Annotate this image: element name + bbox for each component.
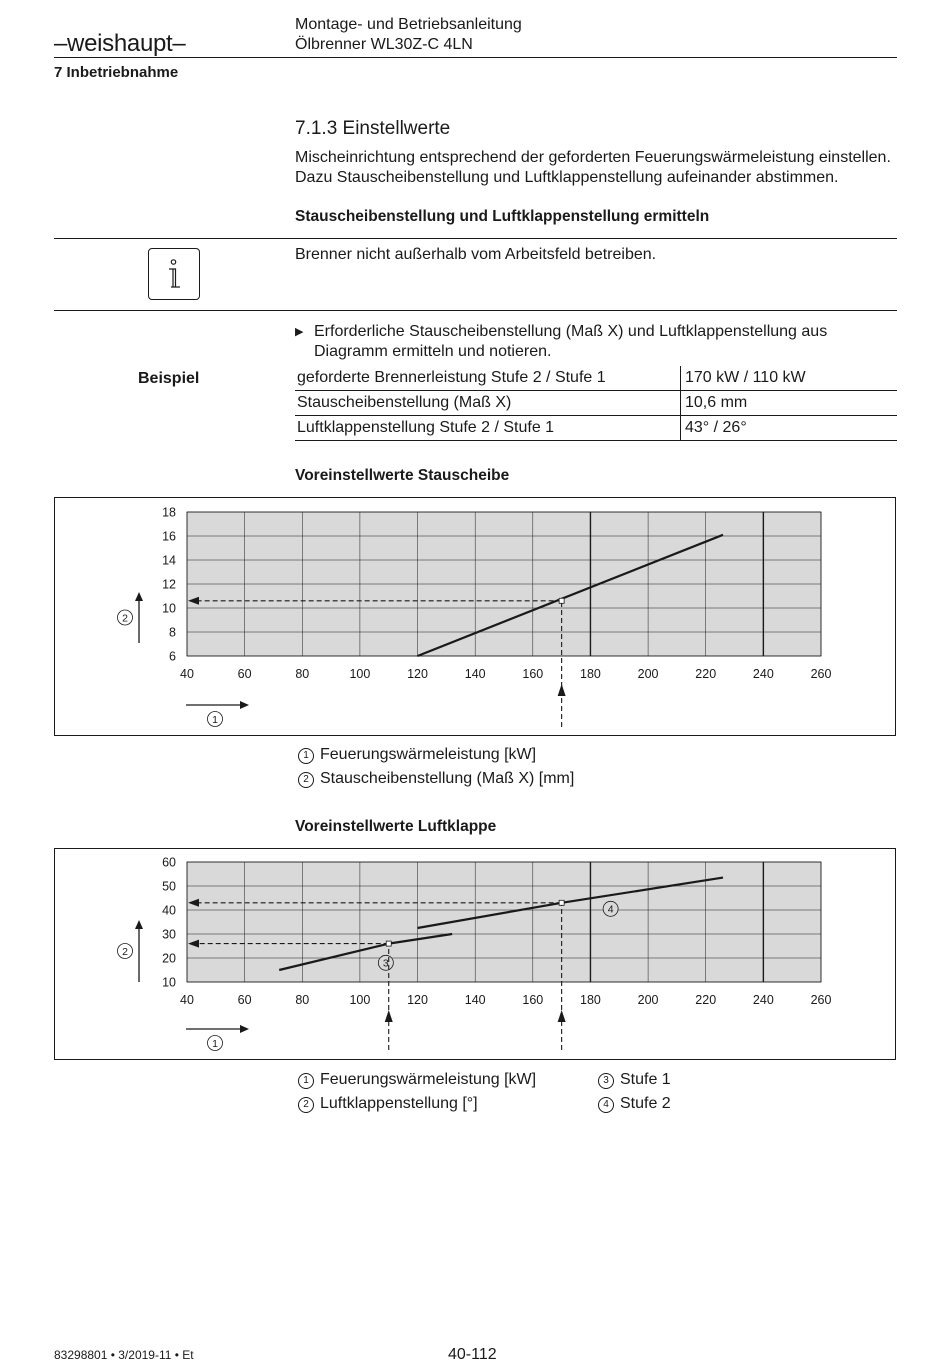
y-tick-label: 40 [162,903,176,918]
legend-item [598,1071,671,1089]
plot-area [187,862,821,982]
chart2-title: Voreinstellwerte Luftklappe [295,818,497,835]
x-tick-label: 220 [695,993,717,1007]
x-tick-label: 120 [407,667,428,681]
info-icon [148,248,200,300]
x-tick-label: 240 [752,993,774,1007]
legend-number: 1 [298,1073,314,1089]
subheading: Stauscheibenstellung und Luftklappenstellung ermitteln [295,208,710,225]
x-tick-label: 80 [295,993,310,1007]
legend-number: 4 [598,1097,614,1113]
x-tick-label: 200 [637,667,659,681]
example-row-value: 10,6 mm [681,391,898,416]
legend-item [298,746,574,770]
example-row-value: 43° / 26° [681,416,898,441]
legend-number: 3 [598,1073,614,1089]
x-tick-label: 180 [580,667,601,681]
example-label: Beispiel [138,370,200,387]
legend-item [598,1095,671,1113]
note-text: Brenner nicht außerhalb vom Arbeitsfeld betreiben. [295,246,657,263]
y-tick-label: 60 [162,855,176,870]
example-row-value: 170 kW / 110 kW [681,366,898,391]
x-tick-label: 60 [237,993,252,1007]
example-row-label: Luftklappenstellung Stufe 2 / Stufe 1 [295,416,681,441]
y-tick-label: 50 [162,879,176,894]
legend-label: Feuerungswärmeleistung [kW] [320,1071,537,1088]
y-tick-label: 8 [169,625,176,640]
x-tick-label: 40 [180,667,194,681]
y-tick-label: 18 [162,505,176,520]
document-title-line1: Montage- und Betriebsanleitung [295,16,522,33]
x-axis-marker-number: 1 [212,1037,218,1050]
note-rule-bottom [54,310,897,311]
y-tick-label: 16 [162,529,176,544]
x-axis-marker-number: 1 [212,713,218,726]
legend-label: Luftklappenstellung [°] [320,1095,478,1112]
chart1-legend [298,746,574,794]
document-title [295,15,522,55]
series-label-number: 4 [607,903,614,916]
legend-number: 1 [298,748,314,764]
instruction-step [295,322,895,362]
x-tick-label: 100 [349,993,371,1007]
legend-label: Stauscheibenstellung (Maß X) [mm] [320,770,575,787]
chart1-title: Voreinstellwerte Stauscheibe [295,467,510,484]
y-tick-label: 20 [162,951,176,966]
legend-number: 2 [298,772,314,788]
x-tick-label: 220 [695,667,717,681]
example-row-label: Stauscheibenstellung (Maß X) [295,391,681,416]
section-intro: Mischeinrichtung entsprechend der geforderten Feuerungswärmeleistung einstellen. Dazu Stauscheibenstellung und Luftklappenstellung aufeinander abstimmen. [295,149,891,186]
example-row-label: geforderte Brennerleistung Stufe 2 / Stufe 1 [295,366,681,391]
section-title: 7.1.3 Einstellwerte [295,118,451,139]
y-tick-label: 12 [162,577,176,592]
reading-point [559,900,564,905]
document-code: 83298801 • 3/2019-11 • Et [54,1348,194,1362]
chart-luftklappe [54,848,896,1060]
chart-stauscheibe [54,497,896,736]
y-tick-label: 14 [162,553,176,568]
x-tick-label: 140 [464,667,486,681]
table-row [295,366,897,391]
triangle-bullet-icon: ▶ [295,326,304,338]
series-label-number: 3 [382,957,389,970]
y-tick-label: 10 [162,975,176,990]
legend-label: Stufe 1 [620,1071,671,1088]
note-rule-top [54,238,897,239]
y-axis-marker-number: 2 [122,945,128,958]
legend-label: Feuerungswärmeleistung [kW] [320,746,537,763]
x-tick-label: 100 [349,667,371,681]
x-tick-label: 120 [407,993,428,1007]
x-tick-label: 180 [580,993,601,1007]
x-tick-label: 240 [752,667,774,681]
document-title-line2: Ölbrenner WL30Z-C 4LN [295,36,473,53]
chapter-heading: 7 Inbetriebnahme [54,64,179,81]
y-tick-label: 30 [162,927,176,942]
brand-logo: –weishaupt– [54,30,186,57]
x-tick-label: 160 [522,993,544,1007]
x-tick-label: 140 [464,993,486,1007]
y-tick-label: 10 [162,601,176,616]
instruction-text: Erforderliche Stauscheibenstellung (Maß X) und Luftklappenstellung aus Diagramm ermitteln und notieren. [314,323,828,360]
legend-label: Stufe 2 [620,1095,671,1112]
header-rule [54,57,897,58]
legend-item [298,1071,536,1089]
x-tick-label: 260 [810,993,832,1007]
reading-point [386,941,391,946]
x-tick-label: 80 [295,667,310,681]
example-table [295,366,897,441]
reading-point [559,598,564,603]
legend-item [298,1095,478,1113]
x-tick-label: 260 [810,667,832,681]
x-tick-label: 160 [522,667,544,681]
y-axis-marker-number: 2 [122,612,128,625]
x-tick-label: 40 [180,993,194,1007]
table-row [295,416,897,441]
page-number: 40-112 [448,1346,497,1363]
y-tick-label: 6 [169,649,176,664]
legend-number: 2 [298,1097,314,1113]
x-tick-label: 60 [237,667,252,681]
legend-item [298,770,574,794]
x-tick-label: 200 [637,993,659,1007]
table-row [295,391,897,416]
